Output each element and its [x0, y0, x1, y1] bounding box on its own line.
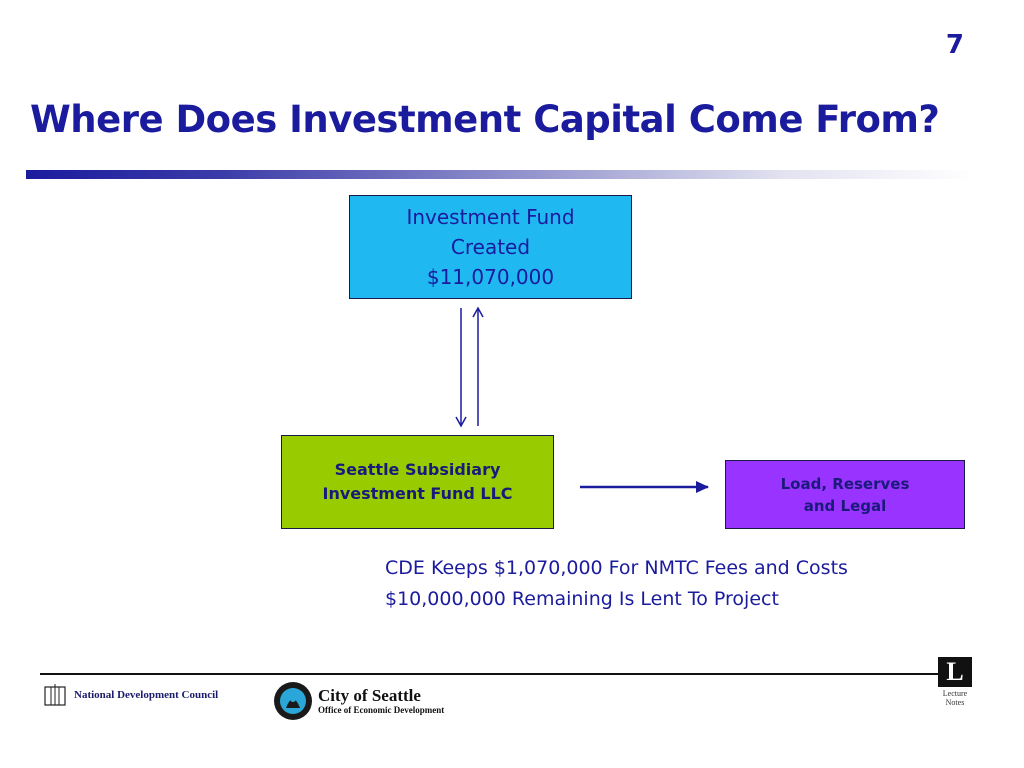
seattle-office: Office of Economic Development	[318, 705, 445, 715]
title-underline	[26, 170, 976, 179]
slide-number: 7	[945, 30, 964, 60]
subsidiary-box-line-1: Seattle Subsidiary	[334, 460, 501, 479]
note-line-1: CDE Keeps $1,070,000 For NMTC Fees and Costs	[385, 557, 848, 579]
investment-fund-box	[349, 195, 632, 299]
load-box-line-2: and Legal	[803, 496, 887, 515]
subsidiary-fund-box	[281, 435, 554, 529]
city-of-seattle-logo	[272, 680, 444, 722]
lecture-notes-logo	[937, 657, 973, 707]
lecture-text-line-2: Notes	[945, 698, 965, 707]
slide-title: Where Does Investment Capital Come From?	[30, 98, 940, 141]
lecture-letter: L	[938, 657, 972, 687]
fund-box-line-1: Investment Fund	[406, 205, 575, 229]
lecture-text-line-1: Lecture	[942, 689, 968, 698]
load-reserves-box	[725, 460, 965, 529]
note-line-2: $10,000,000 Remaining Is Lent To Project	[385, 588, 779, 610]
seattle-name: City of Seattle	[318, 686, 421, 705]
load-box-line-1: Load, Reserves	[780, 474, 910, 493]
ndc-label: National Development Council	[74, 689, 219, 701]
ndc-building-icon	[44, 684, 66, 706]
subsidiary-box-line-2: Investment Fund LLC	[322, 484, 513, 503]
seattle-seal-icon	[272, 680, 314, 722]
fund-box-amount: $11,070,000	[426, 265, 555, 289]
ndc-logo	[44, 684, 218, 706]
capital-note	[385, 553, 985, 615]
fund-box-line-2: Created	[450, 235, 531, 259]
footer-divider	[40, 673, 940, 675]
